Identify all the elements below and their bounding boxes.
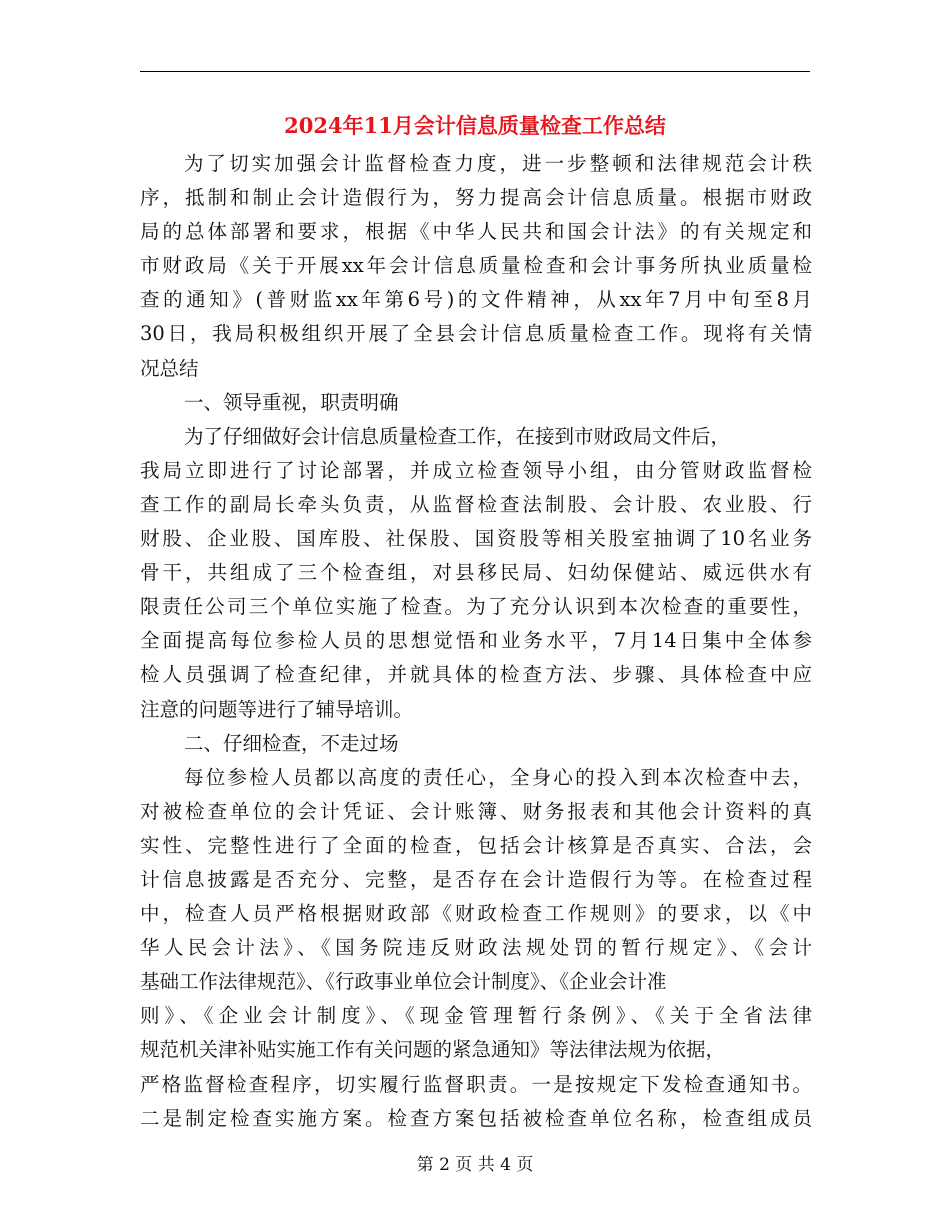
paragraph-line: 况总结 bbox=[140, 356, 199, 380]
paragraph-line: 则》、《企业会计制度》、《现金管理暂行条例》、《关于全省法律 bbox=[140, 1004, 812, 1028]
paragraph-line: 局的总体部署和要求，根据《中华人民共和国会计法》的有关规定和 bbox=[140, 220, 812, 244]
paragraph-line: 查的通知》(普财监xx年第6号)的文件精神，从xx年7月中旬至8月 bbox=[140, 288, 812, 312]
paragraph-line: 华人民会计法》、《国务院违反财政法规处罚的暂行规定》、《会计 bbox=[140, 936, 812, 960]
page-number: 第 2 页 共 4 页 bbox=[416, 1155, 534, 1175]
paragraph-line: 注意的问题等进行了辅导培训。 bbox=[140, 697, 414, 721]
paragraph-line: 每位参检人员都以高度的责任心，全身心的投入到本次检查中去， bbox=[184, 765, 812, 789]
paragraph-line: 严格监督检查程序，切实履行监督职责。一是按规定下发检查通知书。 bbox=[140, 1072, 812, 1096]
document-title: 2024年11月会计信息质量检查工作总结 bbox=[284, 113, 666, 138]
paragraph-line: 查工作的副局长牵头负责，从监督检查法制股、会计股、农业股、行 bbox=[140, 492, 812, 516]
section-heading: 二、仔细检查，不走过场 bbox=[184, 731, 399, 755]
paragraph-line: 中，检查人员严格根据财政部《财政检查工作规则》的要求，以《中 bbox=[140, 902, 812, 926]
paragraph-line: 市财政局《关于开展xx年会计信息质量检查和会计事务所执业质量检 bbox=[140, 254, 812, 278]
paragraph-line: 规范机关津补贴实施工作有关问题的紧急通知》等法律法规为依据， bbox=[140, 1038, 726, 1062]
paragraph-line: 检人员强调了检查纪律，并就具体的检查方法、步骤、具体检查中应 bbox=[140, 663, 812, 687]
paragraph-line: 骨干，共组成了三个检查组，对县移民局、妇幼保健站、威远供水有 bbox=[140, 561, 812, 585]
header-rule bbox=[140, 71, 810, 72]
paragraph-line: 财股、企业股、国库股、社保股、国资股等相关股室抽调了10名业务 bbox=[140, 527, 812, 551]
paragraph-line: 我局立即进行了讨论部署，并成立检查领导小组，由分管财政监督检 bbox=[140, 458, 812, 482]
paragraph-line: 全面提高每位参检人员的思想觉悟和业务水平，7月14日集中全体参 bbox=[140, 629, 812, 653]
paragraph-line: 序，抵制和制止会计造假行为，努力提高会计信息质量。根据市财政 bbox=[140, 186, 812, 210]
paragraph-line: 基础工作法律规范》、《行政事业单位会计制度》、《企业会计准 bbox=[140, 970, 667, 994]
paragraph-line: 限责任公司三个单位实施了检查。为了充分认识到本次检查的重要性， bbox=[140, 595, 812, 619]
paragraph-line: 对被检查单位的会计凭证、会计账簿、财务报表和其他会计资料的真 bbox=[140, 799, 812, 823]
paragraph-line: 二是制定检查实施方案。检查方案包括被检查单位名称，检查组成员 bbox=[140, 1106, 812, 1130]
document-body bbox=[140, 147, 812, 1136]
paragraph-line: 为了仔细做好会计信息质量检查工作，在接到市财政局文件后， bbox=[184, 424, 731, 448]
paragraph-line: 实性、完整性进行了全面的检查，包括会计核算是否真实、合法，会 bbox=[140, 833, 812, 857]
paragraph-line: 计信息披露是否充分、完整，是否存在会计造假行为等。在检查过程 bbox=[140, 867, 812, 891]
paragraph-line: 为了切实加强会计监督检查力度，进一步整顿和法律规范会计秩 bbox=[184, 152, 812, 175]
paragraph-line: 30日，我局积极组织开展了全县会计信息质量检查工作。现将有关情 bbox=[140, 322, 812, 346]
section-heading: 一、领导重视，职责明确 bbox=[184, 390, 399, 414]
